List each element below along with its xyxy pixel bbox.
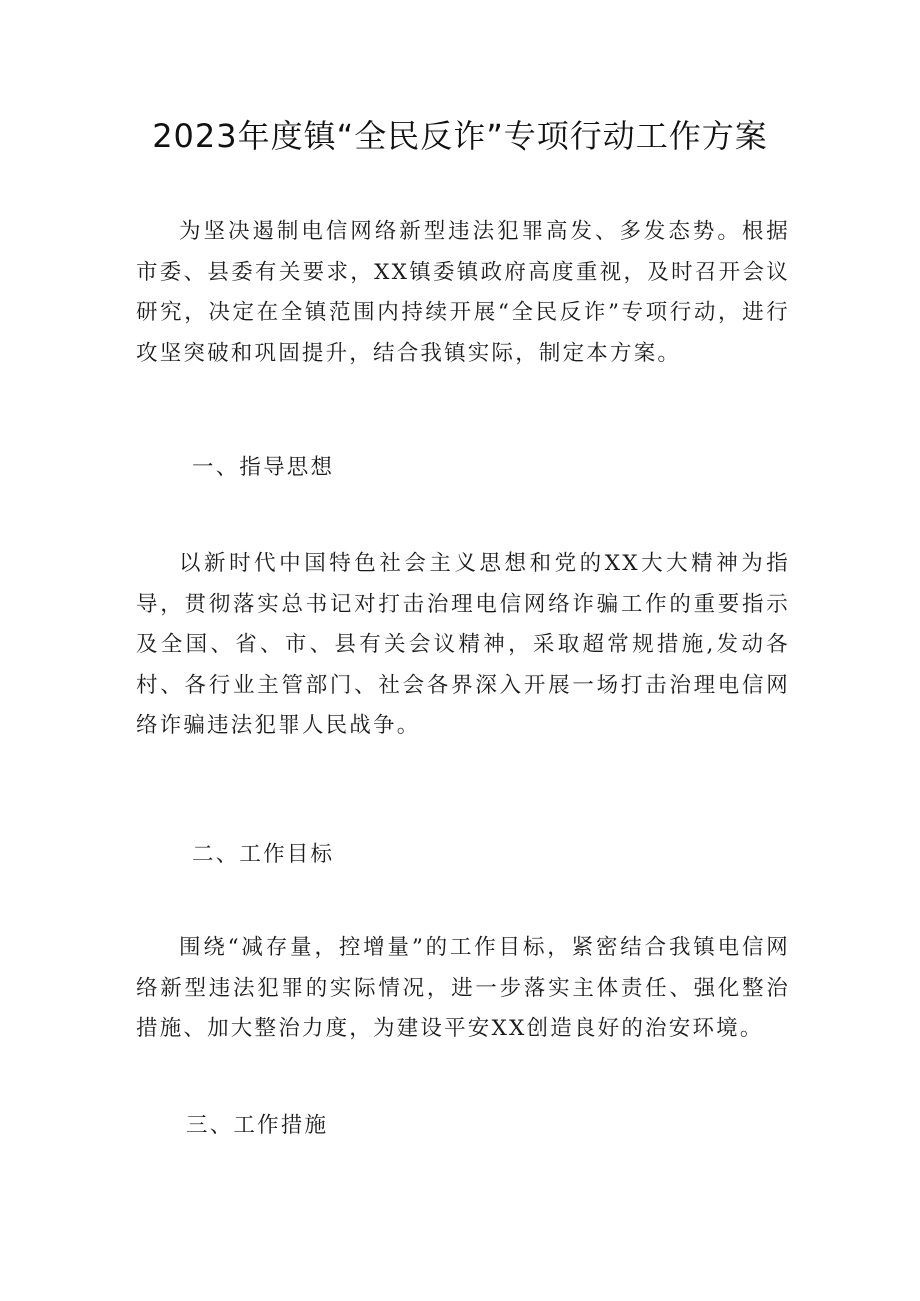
intro-paragraph: 为坚决遏制电信网络新型违法犯罪高发、多发态势。根据市委、县委有关要求，XX镇委镇政府高度重视，及时召开会议研究，决定在全镇范围内持续开展“全民反诈”专项行动，进行攻坚突破和巩固提升，结合我镇实际，制定本方案。 — [136, 219, 790, 366]
section-body-guiding-ideology: 以新时代中国特色社会主义思想和党的XX大大精神为指导，贯彻落实总书记对打击治理电信网络诈骗工作的重要指示及全国、省、市、县有关会议精神，采取超常规措施,发动各村、各行业主管部门、社会各界深入开展一场打击治理电信网络诈骗违法犯罪人民战争。 — [136, 551, 790, 738]
section-heading-work-goals: 二、工作目标 — [192, 842, 335, 867]
section-heading-guiding-ideology: 一、指导思想 — [192, 455, 335, 480]
document-title: 2023年度镇“全民反诈”专项行动工作方案 — [152, 117, 768, 155]
section-body-work-goals: 围绕“减存量，控增量”的工作目标，紧密结合我镇电信网络新型违法犯罪的实际情况，进一步落实主体责任、强化整治措施、加大整治力度，为建设平安XX创造良好的治安环境。 — [136, 935, 790, 1041]
section-heading-work-measures: 三、工作措施 — [186, 1113, 329, 1138]
